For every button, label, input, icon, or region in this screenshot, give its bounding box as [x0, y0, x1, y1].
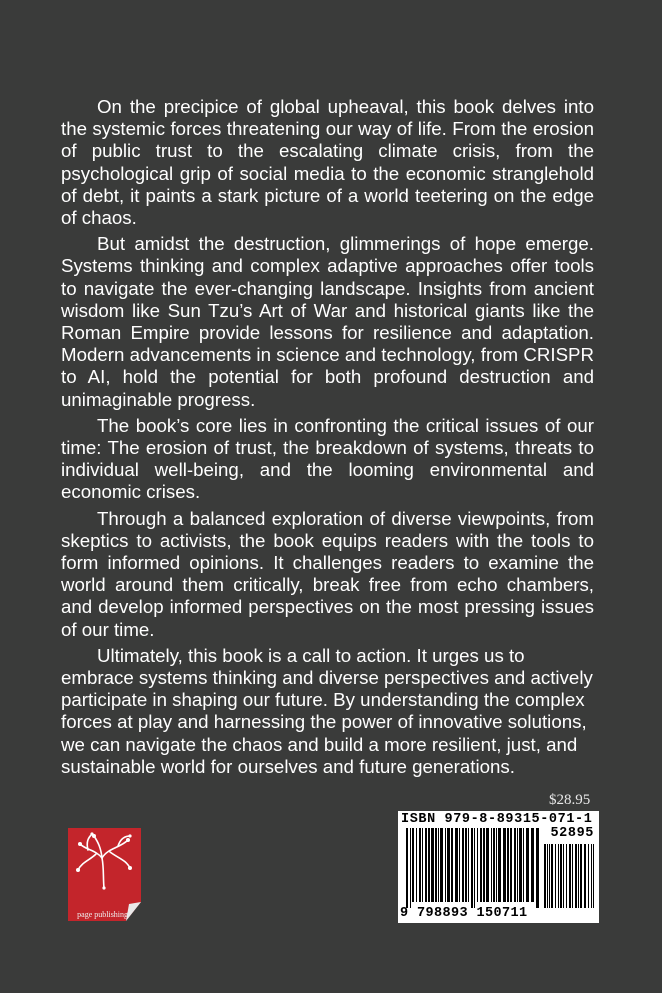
barcode-bar: [503, 828, 506, 902]
barcode-bar: [575, 844, 577, 908]
blurb-paragraph-2: But amidst the destruction, glimmerings of hope emerge. Systems thinking and complex adaptive approaches offer tools to navigate the ever-changing landscape. Insights from ancient wisdom like Sun Tzu’s Art of War and historical giants like the Roman Empire provide lessons for resilience and adaptation. Modern advancements in science and technology, from CRISPR to AI, hold the potential for both profound destruction and unimaginable progress.: [61, 233, 594, 410]
blurb-paragraph-3: The book’s core lies in confronting the critical issues of our time: The erosion of trust, the breakdown of systems, threats to individual well-being, and the looming environmental and economic crises.: [61, 414, 594, 503]
barcode-bar: [477, 828, 478, 902]
barcode-bar: [451, 828, 453, 902]
barcode-bar: [486, 828, 489, 902]
barcode-bar: [498, 828, 501, 902]
barcode-bar: [419, 828, 421, 902]
barcode-bar: [578, 844, 579, 908]
barcode-bar: [558, 844, 559, 908]
blurb-paragraph-4: Through a balanced exploration of diverse viewpoints, from skeptics to activists, the book equips readers with the tools to form informed opinions. It challenges readers to examine the world around them critically, break free from echo chambers, and develop informed perspectives on the most pressing issues of our time.: [61, 507, 594, 640]
barcode-bar: [523, 828, 524, 902]
price-code: 52895: [550, 826, 594, 841]
barcode-bar: [406, 828, 408, 908]
barcode-bar: [483, 828, 485, 902]
barcode-bar: [431, 828, 434, 902]
barcode-bar: [514, 828, 516, 902]
barcode-bar: [526, 828, 529, 902]
tree-logo-icon: [68, 828, 141, 921]
barcode-bar: [580, 844, 582, 908]
barcode-bar: [462, 828, 464, 902]
trademark-mark: ®: [128, 910, 132, 916]
barcode-bar: [551, 844, 553, 908]
barcode-bar: [471, 828, 473, 908]
barcode-bar: [416, 828, 417, 902]
barcode-bar: [593, 844, 594, 908]
barcode-bar: [468, 828, 469, 902]
barcode-bar: [412, 828, 414, 902]
barcode-bar: [447, 828, 450, 902]
barcode-bar: [480, 828, 482, 902]
barcode-bar: [428, 828, 430, 902]
barcode-bar: [493, 828, 495, 902]
barcode-bar: [572, 844, 573, 908]
barcode-bar: [507, 828, 509, 902]
publisher-name-text: page publishing: [77, 910, 129, 919]
barcode-bar: [569, 844, 571, 908]
price-label: $28.95: [549, 792, 591, 808]
barcode-bar: [531, 828, 534, 902]
isbn-barcode: [398, 811, 599, 923]
isbn-text: ISBN 979-8-89315-071-1: [401, 812, 593, 827]
ean-digits: 9 798893 150711: [400, 906, 528, 921]
publisher-name: [68, 910, 141, 919]
blurb-paragraph-1: On the precipice of global upheaval, this book delves into the systemic forces threatening our way of life. From the erosion of public trust to the escalating climate crisis, from the psychological grip of social media to the economic stranglehold of debt, it paints a stark picture of a world teetering on the edge of chaos.: [61, 96, 594, 229]
blurb-paragraph-5: Ultimately, this book is a call to action. It urges us to embrace systems thinking and diverse perspectives and actively participate in shaping our future. By understanding the complex forces at play and harnessing the power of innovative solutions, we can navigate the chaos and build a more resilient, just, and sustainable world for ourselves and future generations.: [61, 644, 593, 777]
barcode-bar: [496, 828, 497, 902]
barcode-bar: [536, 828, 539, 908]
barcode-bar: [440, 828, 443, 902]
barcode-bar: [510, 828, 512, 902]
back-cover-blurb: [61, 96, 594, 782]
barcode-bar: [491, 828, 492, 902]
barcode-bar: [422, 828, 423, 902]
barcode-bar: [584, 844, 586, 908]
barcode-bar: [445, 828, 446, 902]
barcode-bar: [591, 844, 592, 908]
barcode-bar: [425, 828, 427, 902]
barcode-bar: [563, 844, 564, 908]
barcode-bar: [465, 828, 467, 902]
publisher-logo: [68, 828, 141, 921]
barcode-bar: [544, 844, 546, 908]
barcode-bar: [435, 828, 437, 902]
barcode-bar: [560, 844, 562, 908]
barcode-bar: [517, 828, 518, 902]
barcode-bar: [555, 844, 556, 908]
barcode-bar: [438, 828, 439, 902]
barcode-bar: [588, 844, 589, 908]
barcode-bar: [459, 828, 460, 902]
barcode-bar: [547, 844, 548, 908]
barcode-bar: [549, 844, 550, 908]
barcode-bar: [455, 828, 458, 902]
barcode-bar: [566, 844, 567, 908]
barcode-bar: [474, 828, 475, 908]
barcode-bar: [519, 828, 522, 902]
barcode-bar: [410, 828, 411, 908]
